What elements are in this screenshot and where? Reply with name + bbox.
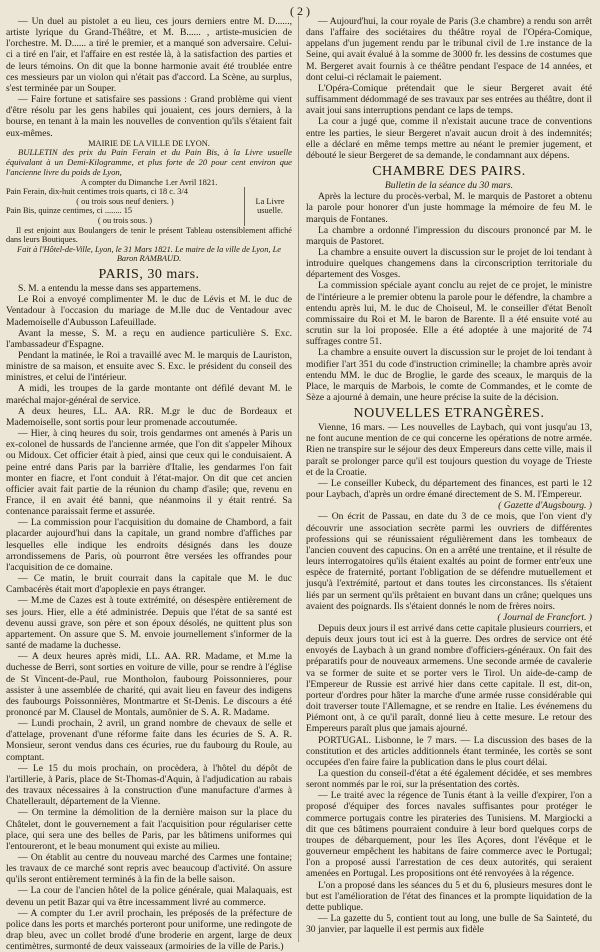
- article-duel: — Un duel au pistolet a eu lieu, ces jours derniers entre M. D......, artiste lyrique du Grand-Théâtre, et M. B...... , artiste-musicien de l'orchestre. M. D...... a tiré le premier, et a manqué son adversaire. Celui-ci a tiré en l'air, et l'affaire en est restée là, à la satisfaction des parties et de leurs témoins. On dit que la bonne harmonie avait été troublée entre ces messieurs par un violon qui n'était pas d'accord. La Scène, au surplus, s'est terminée par un Souper.: [6, 16, 292, 94]
- paris-item: — A deux heures après midi, LL. AA. RR. Madame, et M.me la duchesse de Berri, sont sorties en voiture de ville, pour se rendre à l'église de St Vincent-de-Paul, rue Montholon, faubourg Poissonnieres, pour assister à une assemblée de charité, qui avait lieu en faveur des indigens des faubourgs Poissonnières, Montmartre et St-Denis. Le discours a été prononcé par M. Clausel de Montals, aumônier de S. A. R. Madame.: [6, 651, 292, 718]
- source-journal-francfort: ( Journal de Francfort. ): [497, 611, 592, 623]
- paris-item: — Lundi prochain, 2 avril, un grand nombre de chevaux de selle et d'attelage, provenant d'une réforme faite dans les écuries de S. A. R. Monsieur, seront vendus dans ces écuries, rue du faubourg du Roule, au comptant.: [6, 718, 292, 763]
- paris-item: Le Roi a envoyé complimenter M. le duc de Lévis et M. le duc de Ventadour à l'occasion du mariage de M.lle duc de Ventadour avec Mademoiselle d'Aubusson Lafeuillade.: [6, 294, 292, 328]
- source-gazette-augsbourg: ( Gazette d'Augsbourg. ): [498, 500, 592, 512]
- paris-heading: PARIS, 30 mars.: [98, 267, 200, 283]
- chambre-subheading: Bulletin de la séance du 30 mars.: [384, 180, 514, 192]
- foreign-news-heading: NOUVELLES ETRANGÈRES.: [353, 406, 545, 422]
- paris-item: Avant la messe, S. M. a reçu en audience particulière S. Exc. l'ambassadeur d'Espagne.: [6, 327, 292, 350]
- portugal-item: PORTUGAL. Lisbonne, le 7 mars. — La discussion des bases de la constitution et des articles additionnels étant terminée, les cortès se sont occupées d'en faire faire la publication dans le plus court délai.: [306, 734, 592, 768]
- left-column: [6, 16, 292, 952]
- paris-item: — On termine la démolition de la dernière maison sur la place du Châtelet, dont le gouvernement a fait l'acquisition pour régulariser cette place, qui sera une des belles de Paris, par les bâtimens uniformes qui l'entoureront, et le beau monument qui existe au milieu.: [6, 807, 292, 852]
- paris-item: — A compter du 1.er avril prochain, les préposés de la préfecture de police dans les ports et marchés porteront pour uniforme, une redingote de drap bleu, avec un collet brodé d'une broderie en argent, large de deux centimètres, surmonté de deux vaisseaux (armoiries de la ville de Paris.): [6, 907, 292, 952]
- paris-item: — On établit au centre du nouveau marché des Carmes une fontaine; les travaux de ce marché sont repris avec beaucoup d'activité. On assure qu'ils seront entièrement terminés à la fin de la belle saison.: [6, 852, 292, 886]
- portugal-item: L'on a proposé dans les séances du 5 et du 6, plusieurs mesures dont le but est l'amélioration de l'état des finances et la prompte liquidation de la dette publique.: [306, 879, 592, 913]
- livre-usuelle-label: La Livre usuelle.: [255, 196, 285, 216]
- chambre-heading: CHAMBRE DES PAIRS.: [372, 164, 526, 180]
- paris-item: A deux heures, LL. AA. RR. M.gr le duc de Bordeaux et Mademoiselle, sont sortis pour leur promenade accoutumée.: [6, 405, 292, 428]
- chambre-item: La chambre a ensuite ouvert la discussion sur le projet de loi tendant à introduire quelques changemens dans la circonscription territoriale du département des Vosges.: [306, 246, 592, 281]
- price-table: [6, 187, 292, 225]
- foreign-item: — Le conseiller Kubeck, du département des finances, est parti le 12 pour Laybach, d'après un ordre émané directement de S. M. l'Empereur.: [306, 477, 592, 501]
- portugal-item: La question du conseil-d'état a été également décidée, et ses membres seront nommés par le roi, sur la présentation des cortès.: [306, 768, 592, 791]
- column-divider: [298, 16, 299, 942]
- article-fortune: — Faire fortune et satisfaire ses passions : Grand problème qui vient d'être résolu par les gens habiles qui jouaient, ces jours derniers, à la bourse, en tenant à la main les nouvelles de convention qu'ils s'étaient fait eux-mêmes.: [6, 94, 292, 139]
- page-number: ( 2 ): [290, 4, 310, 18]
- paris-item: — Hier, à cinq heures du soir, trois gendarmes ont amenés à Paris un ex-colonel de hussards de l'ancienne armée, que l'on dit s'appeler Mihoux ou Midoux. Cet officier était à pied, ainsi que ceux qui le conduisaient. A peine entré dans Paris par la barrière d'Italie, les gendarmes l'on fait monter en fiacre, et l'ont conduit à l'état-major. On dit que cet ancien officier avait fait partie de la réunion du champ d'asile; que, revenu en France, il en avait été banni, que néanmoins il y était rentré. Sa contenance paraissait ferme et assurée.: [6, 428, 292, 518]
- mairie-title: MAIRIE DE LA VILLE DE LYON.: [88, 138, 210, 148]
- court-article: — Aujourd'hui, la cour royale de Paris (3.e chambre) a rendu son arrêt dans l'affaire des sociétaires du théâtre royal de l'Opéra-Comique, appelans d'un jugement rendu par le tribunal civil de 1.re instance de la Seine, qui avait évalué à la somme de 3000 fr. les dessins de costumes que M. Bergeret avait fournis à ce théâtre pendant l'espace de 14 années, et dont celui-ci réclamait le paiement.: [306, 16, 592, 83]
- foreign-item: Vienne, 16 mars. — Les nouvelles de Laybach, qui vont jusqu'au 13, ne font aucune mention de ce qui concerne les opérations de notre armée. Rien ne transpire sur le séjour des deux Empereurs dans cette ville, mais il paraît se prolonger parce qu'il est toujours question du voyage de Trieste et de la Croatie.: [306, 422, 592, 478]
- paris-item: — Le 15 du mois prochain, on procèdera, à l'hôtel du dépôt de l'artillerie, à Paris, place de St-Thomas-d'Aquin, à l'adjudication au rabais des travaux nécessaires à la construction d'une manufacture d'armes à Chatellerault, département de la Vienne.: [6, 762, 292, 808]
- foreign-item: — On écrit de Passau, en date du 3 de ce mois, que l'on vient d'y découvrir une association secrète parmi les ouvriers de différentes professions qui se réunissaient régulièrement dans les tombeaux de l'ancien couvent des capucins. On en a arrêté une trentaine, et il résulte de leurs interrogatoires qu'ils étaient exaltés au point de former entr'eux une espèce de fraternité, portant l'obligation de se défendre mutuellement et jusqu'à l'extrémité, partout et dans toutes les circonstances. Ils s'étaient liés par un serment qu'ils prêtaient en buvant dans un crâne; quelques uns avaient des poignards. Ils s'étaient donnés le nom de frères noirs.: [306, 511, 592, 612]
- chambre-item: La commission spéciale ayant conclu au rejet de ce projet, le ministre de l'intérieure a le premier obtenu la parole pour le défendre, la chambre a entendu après lui, M. le duc de Choiseul, M. le conseiller d'état Benoît commissaire du Roi et M. le baron de Barente. Il a été ensuite voté au scrutin sur la loi proposée. Elle a été adoptée à une majorité de 74 suffrages contre 51.: [306, 280, 592, 348]
- court-article: L'Opéra-Comique prétendait que le sieur Bergeret avait été suffisamment dédommagé de ses travaux par ses entrées au théâtre, dont il avait joui sans interruptions pendant ce laps de temps.: [306, 82, 592, 117]
- foreign-item: Depuis deux jours il est arrivé dans cette capitale plusieurs courriers, et depuis deux jours tout ici est à la guerre. Des ordres de service ont été envoyés de Laybach à un grand nombre d'officiers-généraux. On fait des préparatifs pour de nouveaux armemens. Une seconde armée de cavalerie va se former de suite et se porter vers le Tirol. Un aide-de-camp de l'Empereur de Russie est arrivé hier dans cette capitale. Il est, dit-on, porteur d'ordres pour hâter la marche d'une armée russe considérable qui doit traverser toute l'Allemagne, et se rendre en Italie. Les événemens du Piémont ont, à ce qu'il paraît, donné lieu à cette mesure. Le retour des Empereurs paraît plus que jamais ajourné.: [306, 622, 592, 735]
- mayor-signature: Fait à l'Hôtel-de-Ville, Lyon, le 31 Mars 1821. Le maire de la ville de Lyon, Le Baron RAMBAUD.: [17, 244, 281, 264]
- paris-item: — M.me de Cazes est à toute extrémité, on désespère entièrement de ses jours. Hier, elle a été administrée. Depuis que l'état de sa santé est devenu aussi grave, son père et son époux désolés, ne quittent plus son appartement. On assure que S. M. envoie journellement s'informer de la santé de madame la duchesse.: [6, 595, 292, 652]
- chambre-item: La chambre a ordonné l'impression du discours prononcé par M. le marquis de Pastoret.: [306, 224, 592, 247]
- portugal-item: — La gazette du 5, contient tout au long, une bulle de Sa Sainteté, du 30 janvier, par laquelle il est permis aux fidèle: [306, 913, 592, 936]
- court-article: La cour a jugé que, comme il n'existait aucune trace de conventions entre les parties, le sieur Bergeret n'avait aucun droit à des indemnités; elle a déclaré en même temps mettre au néant le premier jugement, et débouté le sieur Bergeret de sa demande, le condamnant aux dépens.: [306, 116, 592, 161]
- right-column: [306, 16, 592, 942]
- bakers-notice: Il est enjoint aux Boulangers de tenir le présent Tableau ostensiblement affiché dans leurs Boutiques.: [6, 225, 292, 245]
- paris-item: S. M. a entendu la messe dans ses appartemens.: [18, 283, 202, 295]
- price-pain-ferain: Pain Ferain, dix-huit centimes trois quarts, ci 18 c. 3/4: [6, 187, 188, 197]
- bulletin-date: A compter du Dimanche 1.er Avril 1821.: [80, 177, 218, 187]
- paris-item: A midi, les troupes de la garde montante ont défilé devant M. le maréchal major-général de service.: [6, 383, 292, 406]
- paris-item: Pendant la matinée, le Roi a travaillé avec M. le marquis de Lauriston, ministre de sa maison, et ensuite avec S. Exc. le président du conseil des ministres, et celui de l'intérieur.: [6, 349, 292, 384]
- price-pain-bis: Pain Bis, quinze centimes, ci ........ 15: [6, 206, 133, 216]
- paris-item: — La commission pour l'acquisition du domaine de Chambord, a fait placarder aujourd'hui dans la capitale, un grand nombre d'affiches par lesquelles elle indique les endroits désignés dans les douze arrondissemens de Paris, où pourront être versées les offrandes pour l'acquisition de ce domaine.: [6, 517, 292, 573]
- paris-item: — Ce matin, le bruit courrait dans la capitale que M. le duc Cambacérès était mort d'apoplexie en pays étranger.: [6, 573, 292, 596]
- price-pain-bis-note: ( ou trois sous. ): [97, 216, 153, 226]
- chambre-item: Après la lecture du procès-verbal, M. le marquis de Pastoret a obtenu la parole pour honorer d'un juste hommage la mémoire de feu M. le marquis de Fontanes.: [306, 191, 592, 225]
- portugal-item: — Le traité avec la régence de Tunis étant à la veille d'expirer, l'on a proposé d'équiper des forces navales suffisantes pour protéger le commerce portugais contre les pirateries des Tunisiens. M. Margiocki a dit que ces bâtimens pourraient conduire à leur bord quelques corps de troupes de débarquement, pour les îles Açores, dont l'évêque et le gouverneur empêchent les habitans de faire commerce avec le Portugal; l'on a proposé aussi l'arrestation de ces deux autorités, qui seraient amenées en Portugal. Les propositions ont été renvoyées à la régence.: [306, 790, 592, 880]
- chambre-item: La chambre a ensuite ouvert la discussion sur le projet de loi tendant à modifier l'art 351 du code d'instruction criminelle; la chambre après avoir entendu MM. le duc de Broglie, le garde des sceaux, le marquis de la Place, le marquis de Marbois, le comte de Commandes, et le comte de Sèze a ajourné à demain, une heure précise la suite de la décision.: [306, 347, 592, 403]
- price-pain-ferain-note: ( ou trois sous neuf deniers. ): [76, 196, 174, 206]
- paris-item: — La cour de l'ancien hôtel de la police générale, quai Malaquais, est devenu un petit Bazar qui va être incessamment livré au commerce.: [6, 885, 292, 908]
- bulletin-heading: BULLETIN des prix du Pain Ferain et du Pain Bis, à la Livre usuelle équivalant à un Demi-Kilogramme, et plus forte de 20 pour cent environ que l'ancienne livre du poids de Lyon,: [6, 147, 292, 177]
